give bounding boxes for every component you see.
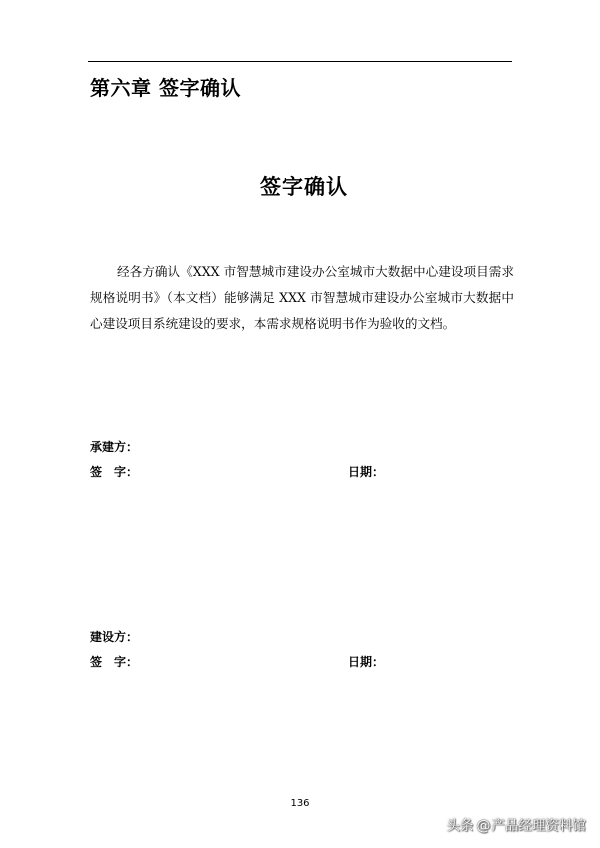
client-party-label: 建设方： <box>90 630 139 644</box>
client-sign-label: 签 字： <box>90 655 139 669</box>
watermark-at: @ <box>476 818 491 834</box>
watermark-account: 产品经理资料馆 <box>491 818 586 834</box>
chapter-title: 第六章 签字确认 <box>90 76 241 100</box>
page-number: 136 <box>290 798 310 809</box>
watermark-prefix: 头条 <box>446 818 474 834</box>
header-rule <box>88 61 512 62</box>
source-watermark <box>447 816 587 836</box>
contractor-date-label: 日期： <box>348 465 385 479</box>
contractor-sign-label: 签 字： <box>90 465 139 479</box>
contractor-party-label: 承建方： <box>90 440 139 454</box>
confirmation-paragraph: 经各方确认《XXX 市智慧城市建设办公室城市大数据中心建设项目需求规格说明书》（本文档）能够满足 XXX 市智慧城市建设办公室城市大数据中心建设项目系统建设的要求，本需求规格说明书作为验收的文档。 <box>90 264 514 331</box>
section-title: 签字确认 <box>260 175 348 199</box>
client-date-label: 日期： <box>348 655 385 669</box>
